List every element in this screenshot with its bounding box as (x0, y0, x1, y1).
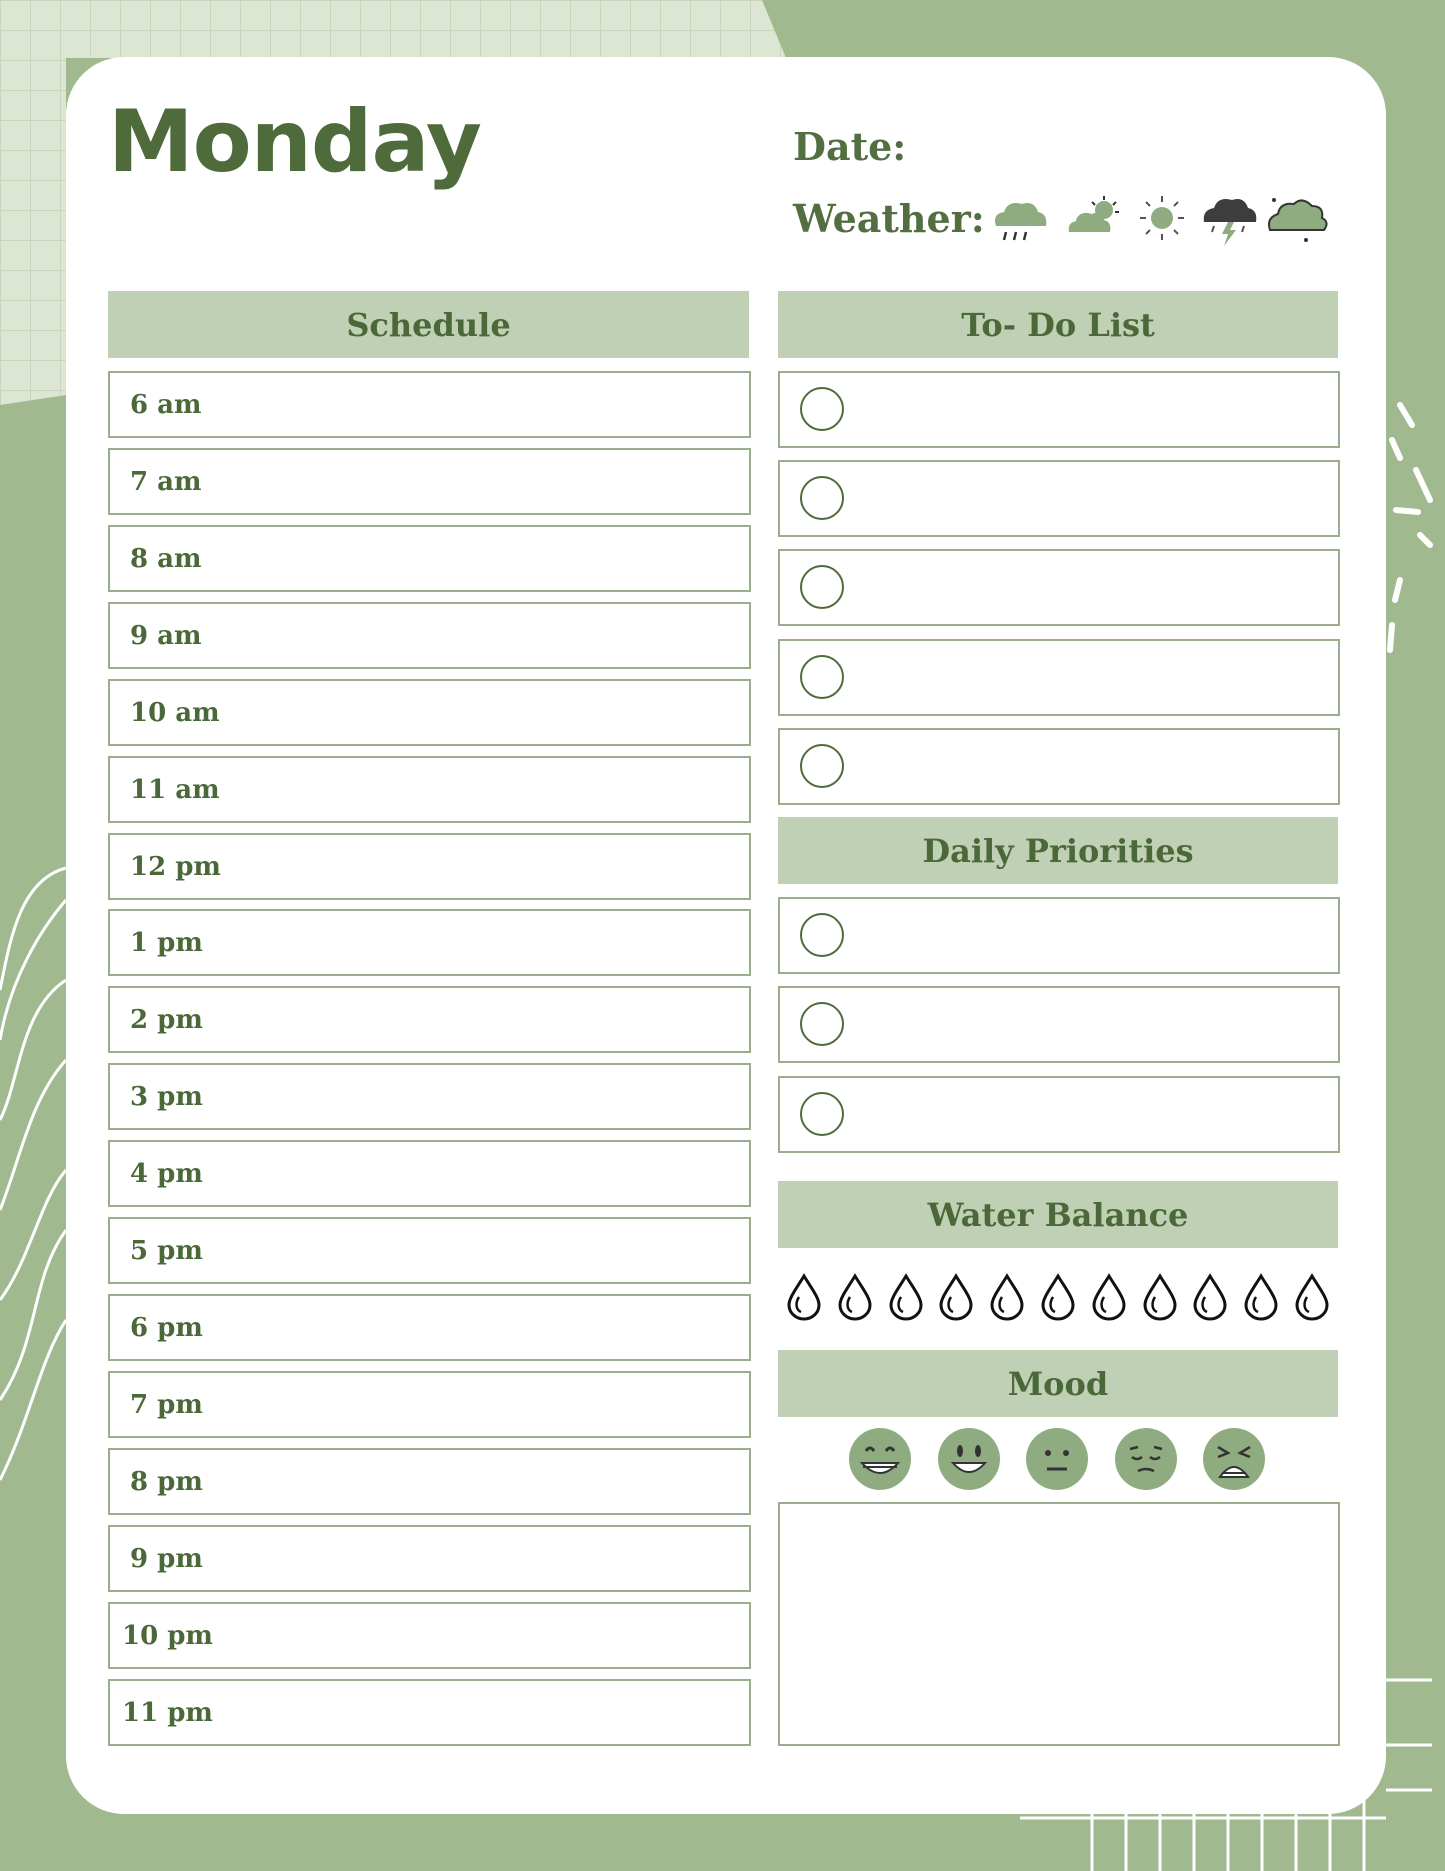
todo-item[interactable] (778, 639, 1340, 716)
schedule-slot[interactable] (108, 602, 751, 669)
water-drops (778, 1273, 1338, 1325)
water-drop-icon[interactable] (835, 1273, 875, 1321)
checkbox[interactable] (800, 565, 844, 609)
checkbox[interactable] (800, 1002, 844, 1046)
time-label: 2 pm (130, 1004, 203, 1035)
time-label: 7 pm (130, 1389, 203, 1420)
schedule-header: Schedule (108, 291, 749, 358)
water-drop-icon[interactable] (1089, 1273, 1129, 1321)
schedule-slot[interactable] (108, 1063, 751, 1130)
checkbox[interactable] (800, 387, 844, 431)
grinning-face-icon[interactable] (848, 1427, 912, 1491)
schedule-slot[interactable] (108, 679, 751, 746)
neutral-face-icon[interactable] (1025, 1427, 1089, 1491)
water-drop-icon[interactable] (936, 1273, 976, 1321)
schedule-slot[interactable] (108, 833, 751, 900)
time-label: 10 am (130, 697, 220, 728)
schedule-slot[interactable] (108, 1602, 751, 1669)
schedule-slot[interactable] (108, 525, 751, 592)
water-balance-header: Water Balance (778, 1181, 1338, 1248)
time-label: 4 pm (130, 1158, 203, 1189)
water-drop-icon[interactable] (784, 1273, 824, 1321)
priority-item[interactable] (778, 1076, 1340, 1153)
schedule-slot[interactable] (108, 756, 751, 823)
schedule-slot[interactable] (108, 1294, 751, 1361)
water-drop-icon[interactable] (1038, 1273, 1078, 1321)
weather-label: Weather: (793, 196, 985, 241)
priority-item[interactable] (778, 897, 1340, 974)
todo-item[interactable] (778, 460, 1340, 537)
pensive-face-icon[interactable] (1114, 1427, 1178, 1491)
schedule-slot[interactable] (108, 909, 751, 976)
time-label: 8 am (130, 543, 202, 574)
mood-faces (848, 1427, 1266, 1491)
time-label: 5 pm (130, 1235, 203, 1266)
sun-icon[interactable] (1140, 196, 1184, 240)
time-label: 1 pm (130, 927, 203, 958)
priorities-header: Daily Priorities (778, 817, 1338, 884)
schedule-slot[interactable] (108, 371, 751, 438)
water-drop-icon[interactable] (1140, 1273, 1180, 1321)
checkbox[interactable] (800, 476, 844, 520)
schedule-slot[interactable] (108, 1679, 751, 1746)
water-drop-icon[interactable] (1241, 1273, 1281, 1321)
schedule-slot[interactable] (108, 1217, 751, 1284)
schedule-slot[interactable] (108, 448, 751, 515)
water-drop-icon[interactable] (1292, 1273, 1332, 1321)
weary-face-icon[interactable] (1202, 1427, 1266, 1491)
todo-header: To- Do List (778, 291, 1338, 358)
todo-item[interactable] (778, 549, 1340, 626)
water-drop-icon[interactable] (1190, 1273, 1230, 1321)
time-label: 7 am (130, 466, 202, 497)
priority-item[interactable] (778, 986, 1340, 1063)
checkbox[interactable] (800, 744, 844, 788)
notes-box[interactable] (778, 1502, 1340, 1746)
partly-cloudy-icon[interactable] (1068, 196, 1119, 232)
time-label: 6 am (130, 389, 202, 420)
schedule-slot[interactable] (108, 1525, 751, 1592)
time-label: 8 pm (130, 1466, 203, 1497)
schedule-slot[interactable] (108, 1371, 751, 1438)
time-label: 10 pm (122, 1620, 213, 1651)
water-drop-icon[interactable] (886, 1273, 926, 1321)
time-label: 11 pm (122, 1697, 213, 1728)
todo-item[interactable] (778, 371, 1340, 448)
thunderstorm-icon[interactable] (1204, 199, 1257, 246)
checkbox[interactable] (800, 1092, 844, 1136)
rain-cloud-icon[interactable] (995, 203, 1046, 240)
water-drop-icon[interactable] (987, 1273, 1027, 1321)
todo-item[interactable] (778, 728, 1340, 805)
weather-icons (988, 192, 1328, 248)
time-label: 6 pm (130, 1312, 203, 1343)
schedule-slot[interactable] (108, 1140, 751, 1207)
time-label: 12 pm (130, 851, 221, 882)
date-label: Date: (793, 124, 907, 169)
checkbox[interactable] (800, 913, 844, 957)
schedule-slot[interactable] (108, 986, 751, 1053)
mood-header: Mood (778, 1350, 1338, 1417)
time-label: 9 pm (130, 1543, 203, 1574)
page-title: Monday (108, 92, 481, 192)
smiling-face-icon[interactable] (937, 1427, 1001, 1491)
schedule-slot[interactable] (108, 1448, 751, 1515)
checkbox[interactable] (800, 655, 844, 699)
time-label: 3 pm (130, 1081, 203, 1112)
time-label: 11 am (130, 774, 220, 805)
time-label: 9 am (130, 620, 202, 651)
cloud-icon[interactable] (1269, 198, 1327, 242)
